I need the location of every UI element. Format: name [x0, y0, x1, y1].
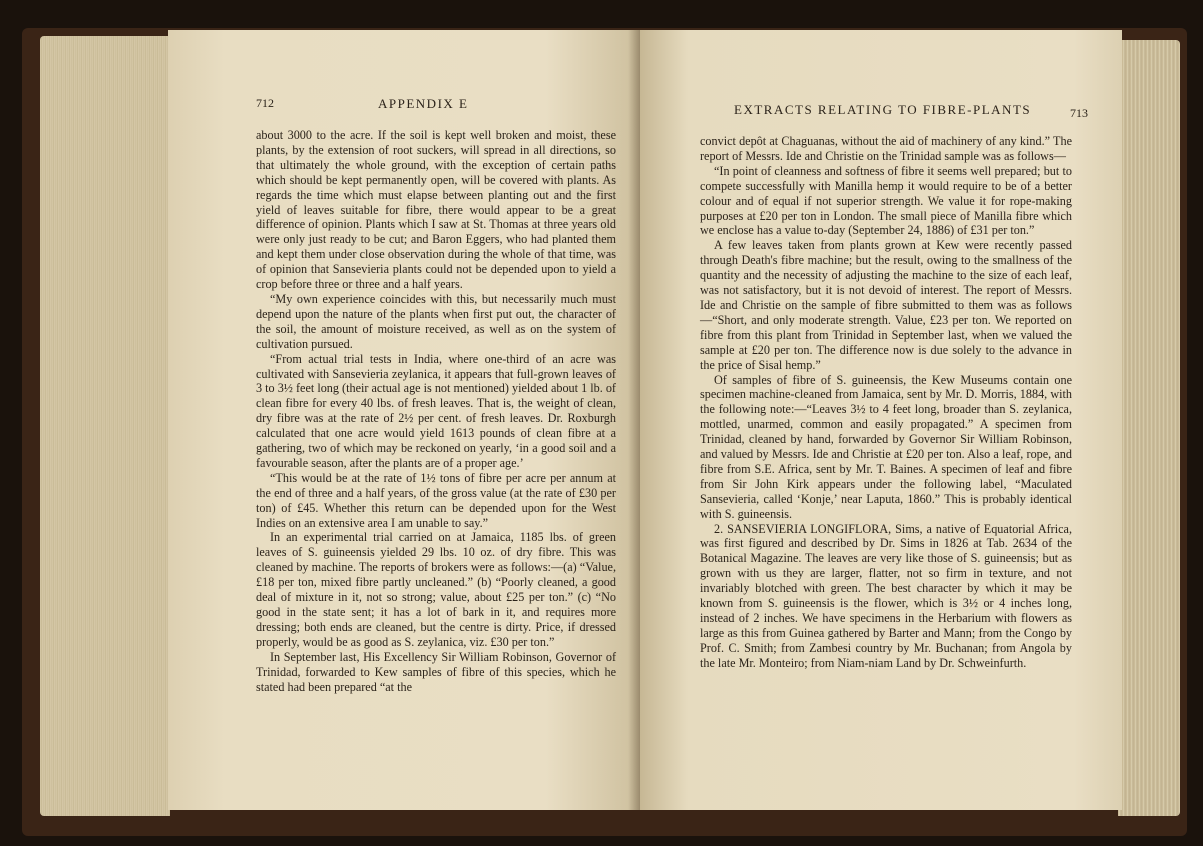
right-page-number: 713 — [1070, 106, 1088, 120]
right-body-text — [700, 134, 1072, 671]
left-paragraph-4: “This would be at the rate of 1½ tons of fibre per acre per annum at the end of three and a half years, of the gross value (at the rate of £30 per ton) of £45. Whether this return can be depended upon for the West Indies on an extensive area I am unable to say.” — [256, 470, 616, 530]
right-paragraph-5: 2. SANSEVIERIA LONGIFLORA, Sims, a native of Equatorial Africa, was first figured and described by Dr. Sims in 1826 at Tab. 2634 of the Botanical Magazine. The leaves are very like those of S. guineensis; but as grown with us they are larger, flatter, not so firm in texture, and not invariably blotched with green. The best character by which it may be known from S. guineensis is the flower, which is 3½ or 4 inches long, instead of 2 inches. We have specimens in the Herbarium with flowers as large as this from Guinea gathered by Barter and Mann; from the Congo by Prof. C. Smith; from Zambesi country by Mr. Buchanan; from Angola by the late Mr. Monteiro; from Niam-niam Land by Dr. Schweinfurth. — [700, 521, 1072, 670]
right-page-edges — [1118, 40, 1180, 816]
left-page — [168, 30, 640, 810]
left-body-text — [256, 128, 616, 694]
left-paragraph-2: “My own experience coincides with this, but necessarily much must depend upon the nature of the plants when first put out, the character of the soil, the amount of moisture received, as well as on the system of cultivation pursued. — [256, 291, 616, 351]
left-running-header: APPENDIX E — [378, 96, 469, 111]
right-paragraph-3: A few leaves taken from plants grown at Kew were recently passed through Death's fibre machine; but the result, owing to the smallness of the quantity and the necessity of adjusting the machine to the size of each leaf, was not satisfactory, but it is not devoid of interest. The report of Messrs. Ide and Christie on the sample of fibre submitted to them was as follows—“Short, and only moderate strength. Value, £23 per ton. We reported on fibre from this plant from Trinidad in September last, when we valued the sample at £20 per ton. The difference now is due solely to the advance in the price of Sisal hemp.” — [700, 238, 1072, 372]
right-paragraph-1: convict depôt at Chaguanas, without the aid of machinery of any kind.” The report of Messrs. Ide and Christie on the Trinidad sample was as follows— — [700, 134, 1072, 163]
right-running-header: EXTRACTS RELATING TO FIBRE-PLANTS — [734, 102, 1032, 117]
left-page-edges — [40, 36, 170, 816]
left-paragraph-6: In September last, His Excellency Sir William Robinson, Governor of Trinidad, forwarded to Kew samples of fibre of this species, which he stated had been prepared “at the — [256, 649, 616, 694]
right-paragraph-4: Of samples of fibre of S. guineensis, the Kew Museums contain one specimen machine-cleaned from Jamaica, sent by Mr. D. Morris, 1884, with the following note:—“Leaves 3½ to 4 feet long, broader than S. zeylanica, mottled, unarmed, common and easily propagated.” A specimen from Trinidad, cleaned by hand, forwarded by Governor Sir William Robinson, and valued by Messrs. Ide and Christie at £20 per ton. Also a leaf, rope, and fibre from S.E. Africa, sent by Mr. T. Baines. A specimen of leaf and fibre from Sir John Kirk appears under the following label, “Maculated Sansevieria, called ‘Konje,’ near Laputa, 1860.” This is probably identical with S. guineensis. — [700, 372, 1072, 521]
right-paragraph-2: “In point of cleanness and softness of fibre it seems well prepared; but to compete successfully with Manilla hemp it would require to be of a better colour and of equal if not superior strength. We value it for rope-making purposes at £20 per ton in London. The small piece of Manilla fibre which we enclose has a value to-day (September 24, 1886) of £31 per ton.” — [700, 163, 1072, 238]
left-paragraph-1: about 3000 to the acre. If the soil is kept well broken and moist, these plants, by the extension of root suckers, will spread in all directions, so that ultimately the whole ground, with the exception of certain paths which should be kept permanently open, will be covered with plants. As regards the time which must elapse between planting out and the first yield of leaves suitable for fibre, there would appear to be a great difference of opinion. Plants which I saw at St. Thomas at three years old were only just ready to be cut; and Baron Eggers, who had planted them and kept them under close observation during the whole of that time, was of opinion that Sansevieria plants could not be depended upon to yield a crop before three or three and a half years. — [256, 128, 616, 292]
left-paragraph-5: In an experimental trial carried on at Jamaica, 1185 lbs. of green leaves of S. guineensis yielded 29 lbs. 10 oz. of dry fibre. This was cleaned by machine. The reports of brokers were as follows:—(a) “Value, £18 per ton, mixed fibre partly uncleaned.” (b) “Poorly cleaned, a good deal of mixture in it, not so strong; value, about £25 per ton.” (c) “No good in the state sent; it has a lot of bark in it, and requires more dressing; both ends are cleaned, but the centre is dirty. Price, if dressed properly, would be as good as S. zeylanica, viz. £30 per ton.” — [256, 530, 616, 649]
left-page-number: 712 — [256, 96, 274, 110]
left-paragraph-3: “From actual trial tests in India, where one-third of an acre was cultivated with Sansevieria zeylanica, it appears that full-grown leaves of 3 to 3½ feet long (their actual age is not mentioned) yielded about 1 lb. of clean fibre for every 40 lbs. of fresh leaves. That is, the weight of clean, dry fibre was at the rate of 2½ per cent. of fresh leaves. Dr. Roxburgh calculated that one acre would yield 1613 pounds of clean fibre at a gathering, two of which may be reckoned on yearly, ‘in a good soil and a favourable season, after the plants are of a proper age.’ — [256, 351, 616, 470]
right-page — [640, 30, 1122, 810]
